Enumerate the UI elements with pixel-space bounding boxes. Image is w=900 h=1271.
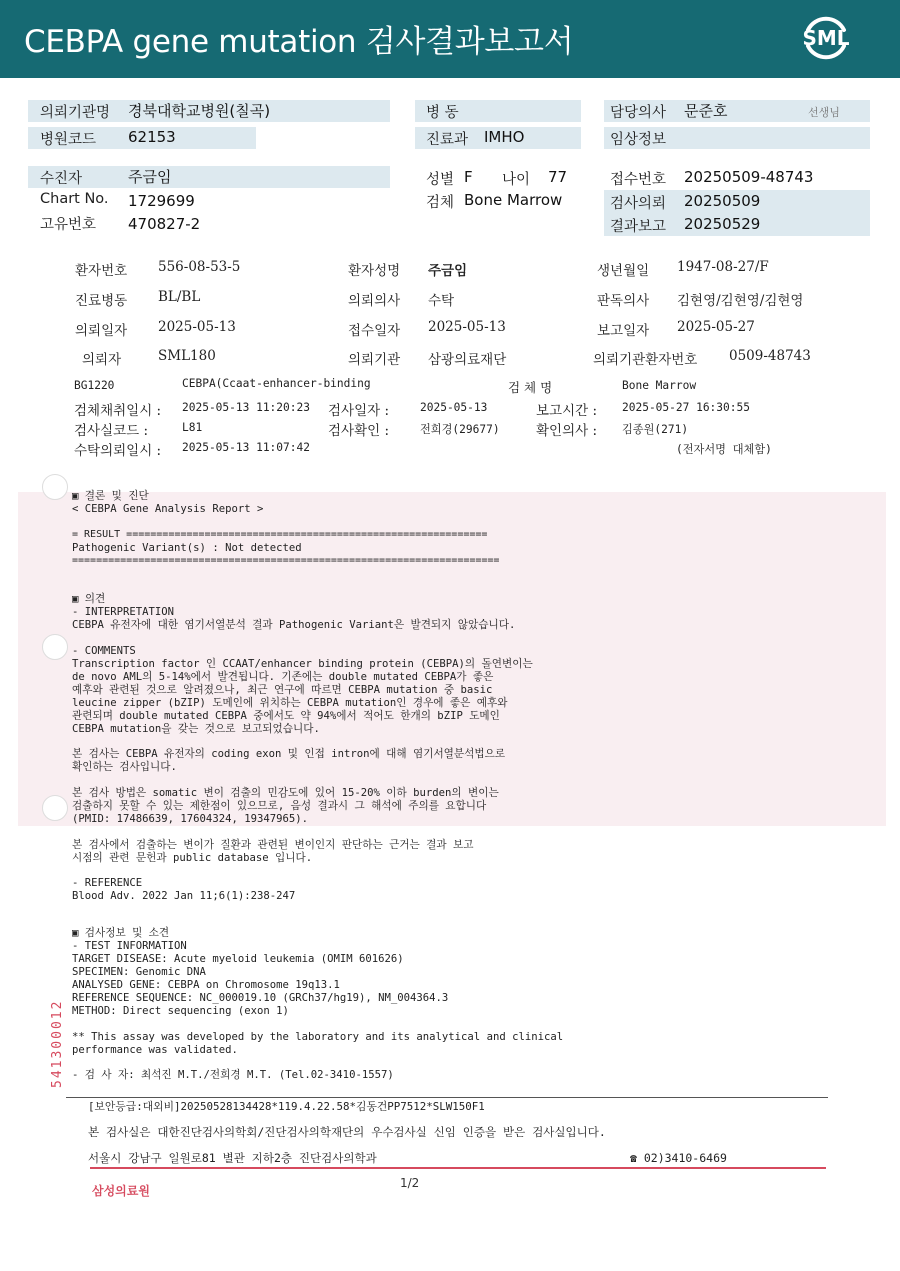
reporttime-value: 2025-05-27 16:30:55	[622, 401, 750, 414]
comment-line: 본 검사에서 검출하는 변이가 질환과 관련된 변이인지 판단하는 근거는 결과 보고	[72, 839, 474, 851]
phone-line: ☎ 02)3410-6469	[630, 1151, 727, 1165]
doctor-label: 담당의사	[610, 105, 667, 121]
doctor-suffix: 선생님	[808, 106, 840, 119]
specimen-value: Bone Marrow	[464, 191, 563, 209]
scan-patient-no-label: 환자번호	[75, 263, 128, 279]
scan-report-date-value: 2025-05-27	[677, 319, 755, 335]
page-number: 1/2	[400, 1176, 420, 1190]
scan-req-org-label: 의뢰기관	[348, 352, 401, 368]
accession-value: 20250509-48743	[684, 168, 814, 186]
sml-logo	[800, 12, 852, 64]
section2-title: ▣ 의견	[72, 593, 106, 605]
assay-note: performance was validated.	[72, 1044, 238, 1056]
certification-line: 본 검사실은 대한진단검사의학회/진단검사의학재단의 우수검사실 신임 인증을 받은 검사실입니다.	[88, 1125, 606, 1139]
scan-org-patient-no-label: 의뢰기관환자번호	[593, 352, 698, 368]
esign-note: (전자서명 대체함)	[676, 443, 772, 456]
comment-line: 예후와 관련된 것으로 알려졌으나, 최근 연구에 따르면 CEBPA mutation 중 basic	[72, 684, 493, 696]
test-info-line: TARGET DISEASE: Acute myeloid leukemia (OMIM 601626)	[72, 953, 404, 965]
comment-line: 검출하지 못할 수 있는 제한점이 있으므로, 음성 결과시 그 해석에 주의를 요합니다	[72, 800, 487, 812]
specimen-label: 검체	[426, 195, 455, 211]
roomcode-label: 검사실코드 :	[74, 423, 149, 439]
age-label: 나이	[502, 172, 531, 188]
report-header	[0, 0, 900, 78]
request-value: 20250509	[684, 192, 761, 210]
comment-line: (PMID: 17486639, 17604324, 19347965).	[72, 813, 308, 825]
scan-report-date-label: 보고일자	[597, 323, 650, 339]
tester-line: - 검 사 자: 최석진 M.T./전희경 M.T. (Tel.02-3410-1557)	[72, 1069, 394, 1081]
scan-ward-value: BL/BL	[158, 289, 201, 305]
testdate-value: 2025-05-13	[420, 401, 488, 414]
security-line: [보안등급:대외비]20250528134428*119.4.22.58*김동건PP7512*SLW150F1	[88, 1100, 485, 1113]
comment-line: de novo AML의 5-14%에서 발견됩니다. 기존에는 double mutated CEBPA가 좋은	[72, 671, 494, 683]
address-line: 서울시 강남구 일원로81 별관 지하2층 진단검사의학과	[88, 1151, 377, 1165]
test-info-line: METHOD: Direct sequencing (exon 1)	[72, 1005, 289, 1017]
hospital-name: 삼성의료원	[92, 1184, 150, 1198]
interpretation-head: - INTERPRETATION	[72, 606, 175, 618]
comment-line: Transcription factor 인 CCAAT/enhancer binding protein (CEBPA)의 돌연변이는	[72, 658, 533, 670]
footer-red-rule	[90, 1167, 826, 1169]
confirmdoc-value: 김종원(271)	[622, 423, 689, 436]
punch-hole	[42, 474, 68, 500]
dept-label: 진료과	[426, 132, 469, 148]
scan-patient-no-value: 556-08-53-5	[158, 259, 241, 275]
dept-value: IMHO	[484, 128, 525, 146]
scan-reader-label: 판독의사	[597, 293, 650, 309]
test-info-line: REFERENCE SEQUENCE: NC_000019.10 (GRCh37/hg19), NM_004364.3	[72, 992, 449, 1004]
consign-value: 2025-05-13 11:07:42	[182, 441, 310, 454]
chart-value: 1729699	[128, 192, 195, 210]
confirmdoc-label: 확인의사 :	[536, 423, 598, 439]
scan-req-org-value: 삼광의료재단	[428, 352, 507, 368]
comment-line: 본 검사 방법은 somatic 변이 검출의 민감도에 있어 15-20% 이하 burden의 변이는	[72, 787, 499, 799]
comment-line: 관련되며 double mutated CEBPA 중에서도 약 94%에서 적어도 한개의 bZIP 도메인	[72, 710, 500, 722]
age-value: 77	[548, 168, 568, 186]
comments-head: - COMMENTS	[72, 645, 136, 657]
scan-patient-name-label: 환자성명	[348, 263, 401, 279]
report-title: CEBPA gene mutation 검사결과보고서	[24, 24, 574, 60]
chart-label: Chart No.	[40, 191, 109, 207]
scan-requester-value: SML180	[158, 348, 216, 364]
comment-line: 확인하는 검사입니다.	[72, 761, 177, 773]
scan-org-patient-no-value: 0509-48743	[729, 348, 811, 364]
ward-label: 병 동	[426, 105, 459, 121]
scan-birth-label: 생년월일	[597, 263, 650, 279]
comment-line: 본 검사는 CEBPA 유전자의 coding exon 및 인접 intron에 대해 염기서열분석법으로	[72, 748, 506, 760]
collect-value: 2025-05-13 11:20:23	[182, 401, 310, 414]
institution-label: 의뢰기관명	[40, 105, 111, 121]
comment-line: 시점의 관련 문헌과 public database 입니다.	[72, 852, 313, 864]
result-value: Pathogenic Variant(s) : Not detected	[72, 542, 302, 554]
confirm-label: 검사확인 :	[328, 423, 390, 439]
unique-value: 470827-2	[128, 215, 201, 233]
reference-text: Blood Adv. 2022 Jan 11;6(1):238-247	[72, 890, 296, 902]
interpretation-text: CEBPA 유전자에 대한 염기서열분석 결과 Pathogenic Variant은 발견되지 않았습니다.	[72, 619, 516, 631]
report-value: 20250529	[684, 215, 761, 233]
comment-line: CEBPA mutation을 갖는 것으로 보고되었습니다.	[72, 723, 320, 735]
sex-value: F	[464, 168, 473, 186]
scan-req-date-value: 2025-05-13	[158, 319, 236, 335]
scan-req-doctor-value: 수탁	[428, 293, 455, 309]
assay-note: ** This assay was developed by the laboratory and its analytical and clinical	[72, 1031, 564, 1043]
institution-value: 경북대학교병원(칠곡)	[128, 102, 271, 120]
reporttime-label: 보고시간 :	[536, 403, 598, 419]
test-info-line: SPECIMEN: Genomic DNA	[72, 966, 206, 978]
footer-rule	[66, 1097, 828, 1098]
test-code: BG1220	[74, 379, 115, 392]
sex-label: 성별	[426, 172, 455, 188]
unique-label: 고유번호	[40, 217, 97, 233]
punch-hole	[42, 795, 68, 821]
reference-head: - REFERENCE	[72, 877, 143, 889]
side-serial-number: 541300012	[50, 999, 65, 1088]
punch-hole	[42, 634, 68, 660]
consign-label: 수탁의뢰일시 :	[74, 443, 162, 459]
patient-row	[28, 166, 390, 188]
report-label: 결과보고	[610, 219, 667, 235]
scan-requester-label: 의뢰자	[82, 352, 122, 368]
confirm-value: 전희경(29677)	[420, 423, 500, 436]
scan-birth-value: 1947-08-27/F	[677, 259, 769, 275]
patient-label: 수진자	[40, 171, 83, 187]
accession-label: 접수번호	[610, 172, 667, 188]
test-info-line: ANALYSED GENE: CEBPA on Chromosome 19q13.1	[72, 979, 340, 991]
test-name: CEBPA(Ccaat-enhancer-binding	[182, 377, 371, 390]
roomcode-value: L81	[182, 421, 203, 434]
section1-subtitle: < CEBPA Gene Analysis Report >	[72, 503, 264, 515]
hospital-code-label: 병원코드	[40, 132, 97, 148]
comment-line: leucine zipper (bZIP) 도메인에 위치하는 CEBPA mutation인 경우에 좋은 예후와	[72, 697, 508, 709]
scan-reader-value: 김현영/김현영/김현영	[677, 293, 804, 309]
doctor-value: 문준호	[684, 102, 728, 120]
section1-title: ▣ 결론 및 진단	[72, 490, 149, 502]
section3-title: ▣ 검사정보 및 소견	[72, 927, 170, 939]
scan-req-doctor-label: 의뢰의사	[348, 293, 401, 309]
result-end: =======================================================================	[72, 555, 500, 566]
scan-patient-name-value: 주금임	[428, 263, 468, 279]
scan-req-date-label: 의뢰일자	[75, 323, 128, 339]
specimen-name-label: 검 체 명	[508, 380, 553, 395]
result-line: = RESULT ============================================================	[72, 529, 488, 540]
sml-logo-text: SML	[802, 26, 850, 50]
clinical-label: 임상정보	[610, 132, 667, 148]
request-label: 검사의뢰	[610, 196, 667, 212]
test-info-line: - TEST INFORMATION	[72, 940, 187, 952]
scan-ward-label: 진료병동	[75, 293, 128, 309]
scan-recv-date-label: 접수일자	[348, 323, 401, 339]
patient-value: 주금임	[128, 168, 172, 186]
specimen-name-value: Bone Marrow	[622, 379, 697, 392]
hospital-code-value: 62153	[128, 128, 176, 146]
scan-recv-date-value: 2025-05-13	[428, 319, 506, 335]
testdate-label: 검사일자 :	[328, 403, 390, 419]
collect-label: 검체채취일시 :	[74, 403, 162, 419]
